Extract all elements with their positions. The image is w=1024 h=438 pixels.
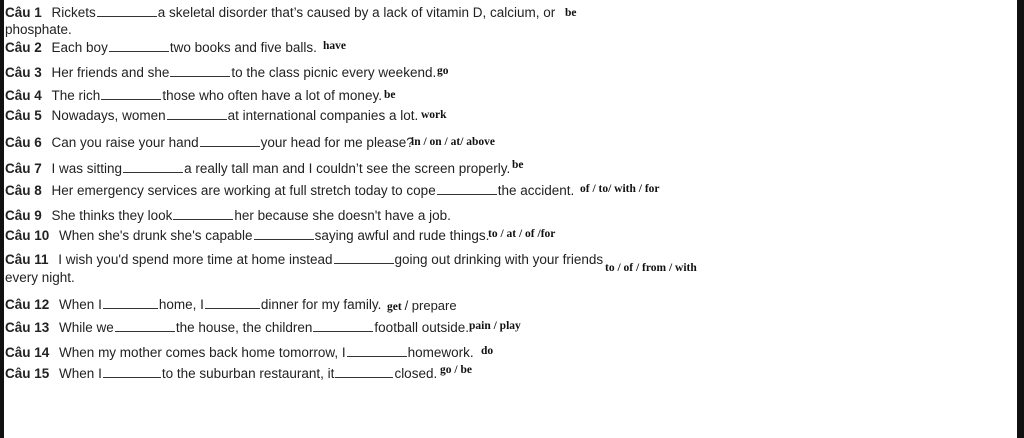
question-hint: work	[421, 109, 447, 121]
answer-blank[interactable]	[101, 87, 161, 100]
answer-blank[interactable]	[103, 296, 158, 309]
question-text: When I	[59, 297, 102, 312]
answer-blank[interactable]	[313, 319, 373, 332]
question-continuation: phosphate.	[5, 22, 72, 37]
answer-blank[interactable]	[109, 39, 169, 52]
question-text: When I	[59, 366, 102, 381]
answer-blank[interactable]	[347, 344, 407, 357]
question-text: football outside.	[374, 320, 469, 335]
question-text: those who often have a lot of money.	[162, 88, 382, 103]
question-hint: be	[565, 7, 577, 19]
question-text: Nowadays, women	[51, 108, 166, 123]
question-hint: to / of / from / with	[605, 262, 697, 274]
hint-part: get	[387, 301, 402, 313]
left-border	[0, 0, 4, 438]
question-hint: have	[323, 40, 346, 52]
question-number: Câu 11	[5, 252, 49, 267]
question-text: going out drinking with your friends	[394, 252, 604, 267]
question-7	[5, 160, 510, 177]
question-hint: to / at / of /for	[488, 228, 556, 240]
question-text: When my mother comes back home tomorrow, I	[59, 345, 346, 360]
question-12	[5, 296, 381, 313]
answer-blank[interactable]	[173, 207, 233, 220]
question-text: Can you raise your hand	[51, 135, 199, 150]
hint-part: / prepare	[404, 298, 457, 313]
question-1	[5, 4, 555, 21]
question-6	[5, 134, 414, 151]
question-15	[5, 365, 437, 382]
question-text: The rich	[51, 88, 101, 103]
question-hint: pain / play	[469, 320, 521, 332]
question-10	[5, 227, 489, 244]
answer-blank[interactable]	[205, 296, 260, 309]
question-text: a really tall man and I couldn’t see the screen properly.	[184, 161, 511, 176]
answer-blank[interactable]	[123, 160, 183, 173]
question-number: Câu 4	[5, 88, 42, 103]
question-11	[5, 251, 603, 268]
question-number: Câu 6	[5, 135, 42, 150]
answer-blank[interactable]	[200, 134, 260, 147]
question-hint	[387, 298, 457, 313]
question-number: Câu 9	[5, 208, 42, 223]
question-text: closed.	[394, 366, 438, 381]
question-text: home, I	[158, 297, 204, 312]
question-number: Câu 15	[5, 366, 50, 381]
question-9	[5, 207, 451, 224]
answer-blank[interactable]	[334, 251, 394, 264]
question-number: Câu 14	[5, 345, 50, 360]
answer-blank[interactable]	[115, 319, 175, 332]
question-text: at international companies a lot.	[227, 108, 419, 123]
question-8	[5, 182, 574, 199]
question-14	[5, 344, 474, 361]
question-text: While we	[59, 320, 114, 335]
question-number: Câu 10	[5, 228, 50, 243]
question-number: Câu 8	[5, 183, 42, 198]
question-text: homework.	[407, 345, 474, 360]
question-number: Câu 12	[5, 297, 50, 312]
question-text: Her emergency services are working at full stretch today to cope	[51, 183, 436, 198]
question-hint: do	[481, 345, 494, 357]
question-13	[5, 319, 469, 336]
question-number: Câu 13	[5, 320, 50, 335]
question-text: her because she doesn't have a job.	[234, 208, 451, 223]
question-text: the house, the children	[175, 320, 313, 335]
question-text: dinner for my family.	[260, 297, 382, 312]
question-text: the accident.	[497, 183, 575, 198]
question-text: your head for me please?	[260, 135, 414, 150]
question-text: a skeletal disorder that’s caused by a lack of vitamin D, calcium, or	[157, 5, 556, 20]
question-hint: of / to/ with / for	[580, 183, 660, 195]
question-number: Câu 1	[5, 5, 42, 20]
answer-blank[interactable]	[167, 107, 227, 120]
question-number: Câu 5	[5, 108, 42, 123]
question-hint: go / be	[440, 364, 472, 376]
question-text: When she's drunk she's capable	[59, 228, 253, 243]
right-border	[1017, 0, 1024, 438]
answer-blank[interactable]	[254, 227, 314, 240]
question-text: I wish you'd spend more time at home instead	[58, 252, 333, 267]
question-continuation: every night.	[5, 270, 75, 285]
question-text: She thinks they look	[51, 208, 173, 223]
question-text: I was sitting	[51, 161, 123, 176]
answer-blank[interactable]	[103, 365, 161, 378]
question-number: Câu 7	[5, 161, 42, 176]
question-text: Rickets	[51, 5, 96, 20]
question-hint: go	[437, 65, 449, 77]
answer-blank[interactable]	[335, 365, 393, 378]
question-text: to the suburban restaurant, it	[161, 366, 335, 381]
answer-blank[interactable]	[97, 4, 157, 17]
answer-blank[interactable]	[437, 182, 497, 195]
question-number: Câu 3	[5, 65, 42, 80]
question-text: Each boy	[51, 40, 108, 55]
answer-blank[interactable]	[170, 64, 230, 77]
question-text: Her friends and she	[51, 65, 170, 80]
question-3	[5, 64, 436, 81]
question-hint: be	[512, 159, 524, 171]
question-text: saying awful and rude things.	[314, 228, 490, 243]
question-hint: in / on / at/ above	[411, 136, 496, 148]
question-text: two books and five balls.	[169, 40, 317, 55]
question-2	[5, 39, 317, 56]
question-4	[5, 87, 382, 104]
question-number: Câu 2	[5, 40, 42, 55]
question-hint: be	[384, 89, 396, 101]
question-5	[5, 107, 418, 124]
question-text: to the class picnic every weekend.	[231, 65, 437, 80]
